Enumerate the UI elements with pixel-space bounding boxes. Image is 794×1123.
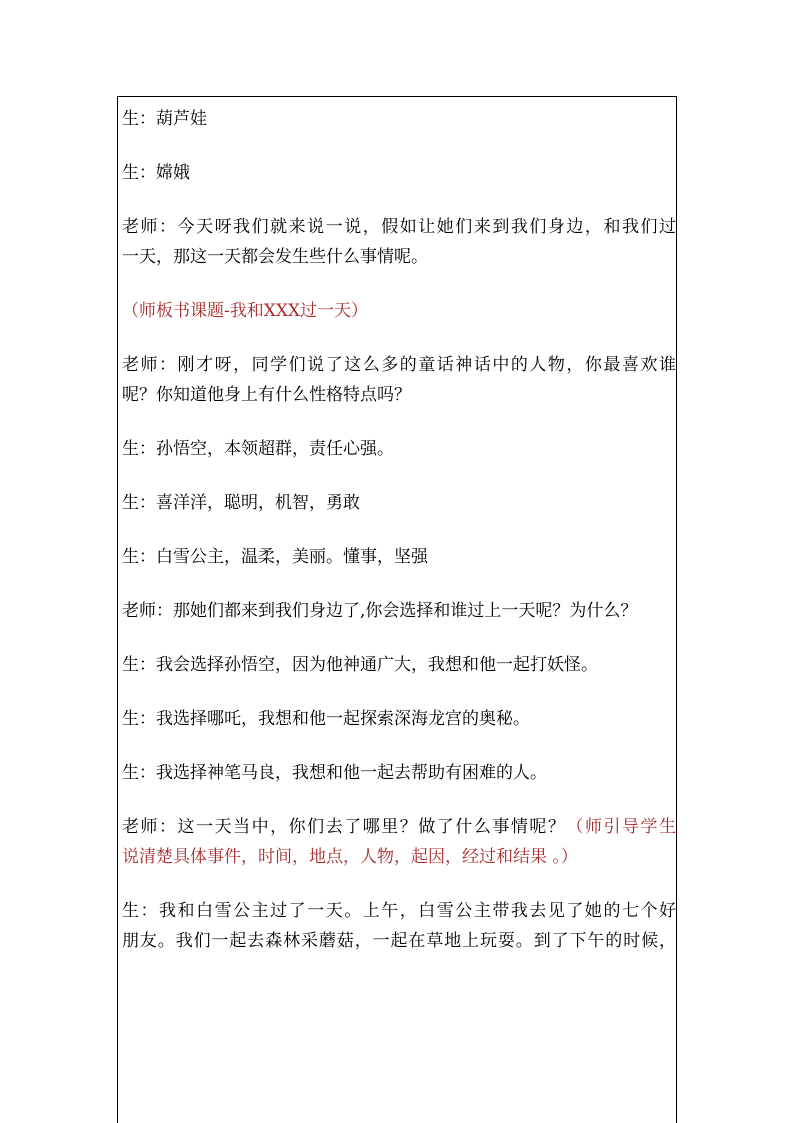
paragraph-student-7: [122, 704, 676, 734]
paragraph-student-1: [122, 104, 676, 134]
paragraph-line: 老师：刚才呀，同学们说了这么多的童话神话中的人物，你最喜欢谁: [122, 355, 676, 375]
paragraph-student-3: [122, 434, 676, 464]
paragraph-line: 朋友。我们一起去森林采蘑菇，一起在草地上玩耍。到了下午的时候，: [122, 931, 676, 951]
paragraph-teacher-1: [122, 212, 676, 272]
paragraph-student-4: [122, 488, 676, 518]
paragraph-line: 一天，那这一天都会发生些什么事情呢。: [122, 247, 428, 267]
paragraph-text: 生：白雪公主，温柔，美丽。懂事，坚强: [122, 547, 428, 567]
paragraph-text: 老师：这一天当中，你们去了哪里？做了什么事情呢？: [122, 817, 567, 837]
paragraph-student-8: [122, 758, 676, 788]
paragraph-line: 生：我和白雪公主过了一天。上午，白雪公主带我去见了她的七个好: [122, 901, 676, 921]
paragraph-text: 生：我选择哪吒，我想和他一起探索深海龙宫的奥秘。: [122, 709, 530, 729]
paragraph-student-9: [122, 896, 676, 956]
paragraph-student-6: [122, 650, 676, 680]
paragraph-text: 生：孙悟空，本领超群，责任心强。: [122, 439, 394, 459]
paragraph-text: （师板书课题-我和XXX过一天）: [122, 301, 369, 321]
paragraph-line: [122, 812, 676, 842]
paragraph-text: 生：喜洋洋，聪明，机智，勇敢: [122, 493, 360, 513]
paragraph-line: 老师：今天呀我们就来说一说，假如让她们来到我们身边，和我们过: [122, 217, 676, 237]
paragraph-text: 生：嫦娥: [122, 163, 190, 183]
paragraph-teacher-4: [122, 812, 676, 872]
paragraph-text: 生：我会选择孙悟空，因为他神通广大，我想和他一起打妖怪。: [122, 655, 598, 675]
teacher-guidance-note: （师引导学生: [566, 817, 676, 837]
document-body: [122, 104, 676, 980]
paragraph-text: 生：葫芦娃: [122, 109, 207, 129]
paragraph-text: 老师：那她们都来到我们身边了,你会选择和谁过上一天呢？为什么？: [122, 601, 638, 621]
paragraph-teacher-3: [122, 596, 676, 626]
paragraph-student-2: [122, 158, 676, 188]
paragraph-text: 生：我选择神笔马良，我想和他一起去帮助有困难的人。: [122, 763, 547, 783]
paragraph-line: 呢？你知道他身上有什么性格特点吗？: [122, 385, 411, 405]
paragraph-student-5: [122, 542, 676, 572]
paragraph-line: 说清楚具体事件，时间，地点，人物，起因，经过和结果 。）: [122, 847, 578, 867]
paragraph-teacher-2: [122, 350, 676, 410]
paragraph-board-note: [122, 296, 676, 326]
